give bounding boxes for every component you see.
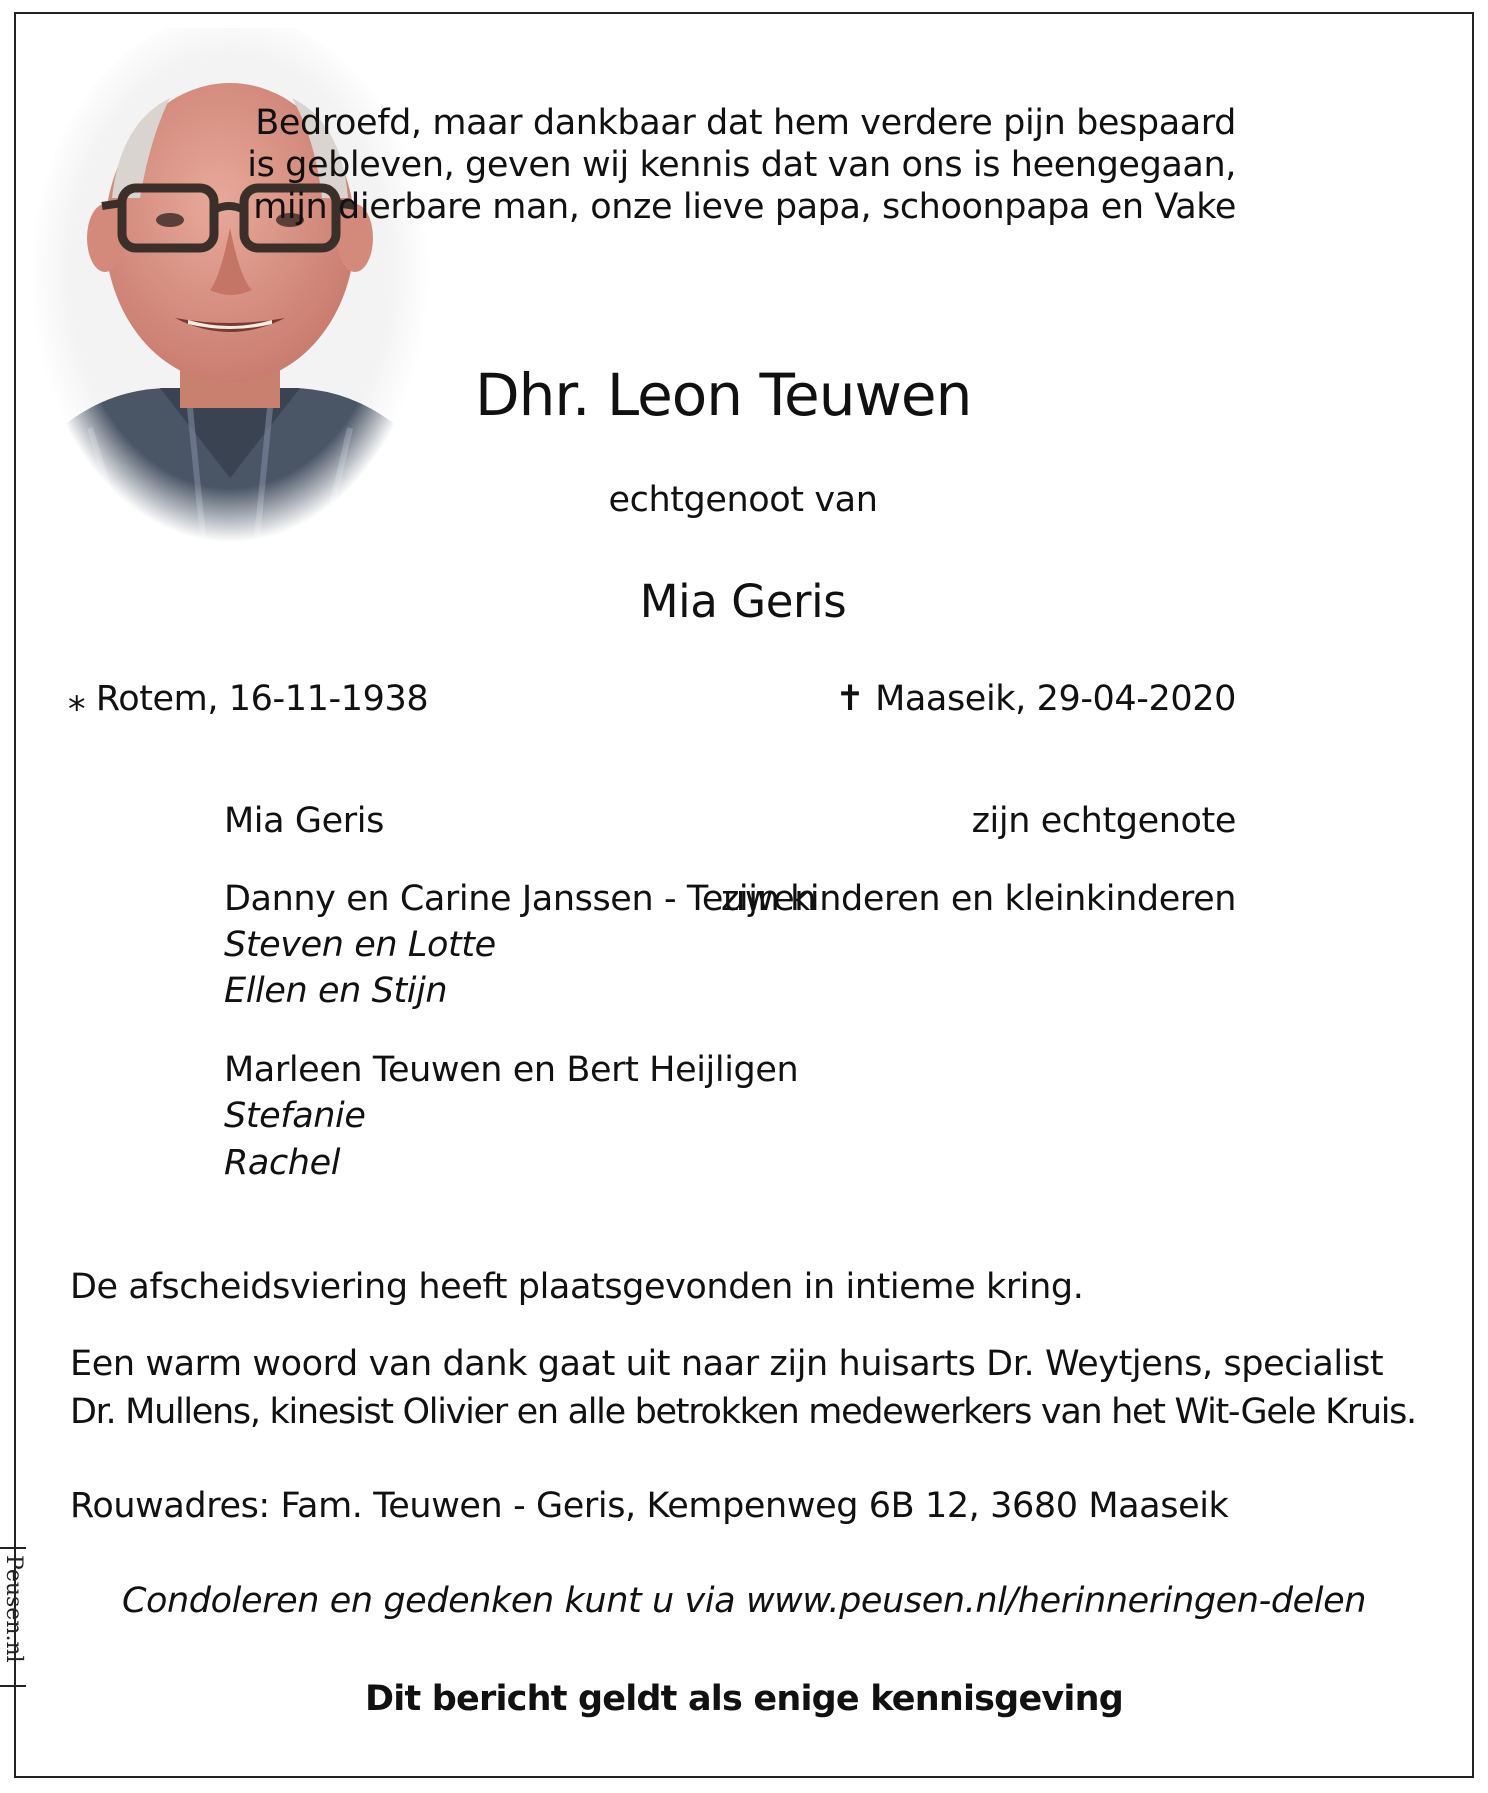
family-sub-name: Steven en Lotte xyxy=(224,925,496,965)
family-role: zijn kinderen en kleinkinderen xyxy=(720,879,1236,919)
death-text: Maaseik, 29-04-2020 xyxy=(875,679,1236,719)
side-label xyxy=(0,1535,34,1715)
family-name: Danny en Carine Janssen - Teuwen xyxy=(224,879,816,919)
birth-star-icon: ⁎ xyxy=(68,679,86,719)
side-line-bottom xyxy=(0,1685,26,1687)
thanks-line-2: Dr. Mullens, kinesist Olivier en alle betrokken medewerkers van het Wit-Gele Kruis. xyxy=(70,1392,1416,1432)
relation-label: echtgenoot van xyxy=(608,480,878,520)
family-role: zijn echtgenote xyxy=(971,801,1236,841)
ceremony-text: De afscheidsviering heeft plaatsgevonden in intieme kring. xyxy=(70,1267,1084,1307)
family-sub-name: Ellen en Stijn xyxy=(224,971,448,1011)
mourning-address: Rouwadres: Fam. Teuwen - Geris, Kempenweg 6B 12, 3680 Maaseik xyxy=(70,1486,1229,1526)
intro-line-3: mijn dierbare man, onze lieve papa, schoonpapa en Vake xyxy=(253,187,1236,227)
intro-line-1: Bedroefd, maar dankbaar dat hem verdere pijn bespaard xyxy=(255,103,1236,143)
side-label-text: Peusen.nl xyxy=(1,1555,26,1663)
thanks-line-1: Een warm woord van dank gaat uit naar zijn huisarts Dr. Weytjens, specialist xyxy=(70,1344,1384,1384)
family-name: Mia Geris xyxy=(224,801,384,841)
intro-line-2: is gebleven, geven wij kennis dat van ons is heengegaan, xyxy=(247,145,1236,185)
family-sub-name: Stefanie xyxy=(224,1096,366,1136)
family-name: Marleen Teuwen en Bert Heijligen xyxy=(224,1050,799,1090)
condolence-text: Condoleren en gedenken kunt u via www.peusen.nl/herinneringen-delen xyxy=(121,1581,1367,1621)
death-info xyxy=(835,676,1236,722)
birth-info xyxy=(68,676,428,722)
family-sub-name: Rachel xyxy=(224,1143,341,1183)
side-line-top xyxy=(0,1547,26,1549)
spouse-name: Mia Geris xyxy=(639,575,847,628)
deceased-name: Dhr. Leon Teuwen xyxy=(475,361,972,429)
birth-text: Rotem, 16-11-1938 xyxy=(95,679,429,719)
notice-text: Dit bericht geldt als enige kennisgeving xyxy=(365,1679,1123,1719)
death-cross-icon: ✝ xyxy=(835,679,865,719)
